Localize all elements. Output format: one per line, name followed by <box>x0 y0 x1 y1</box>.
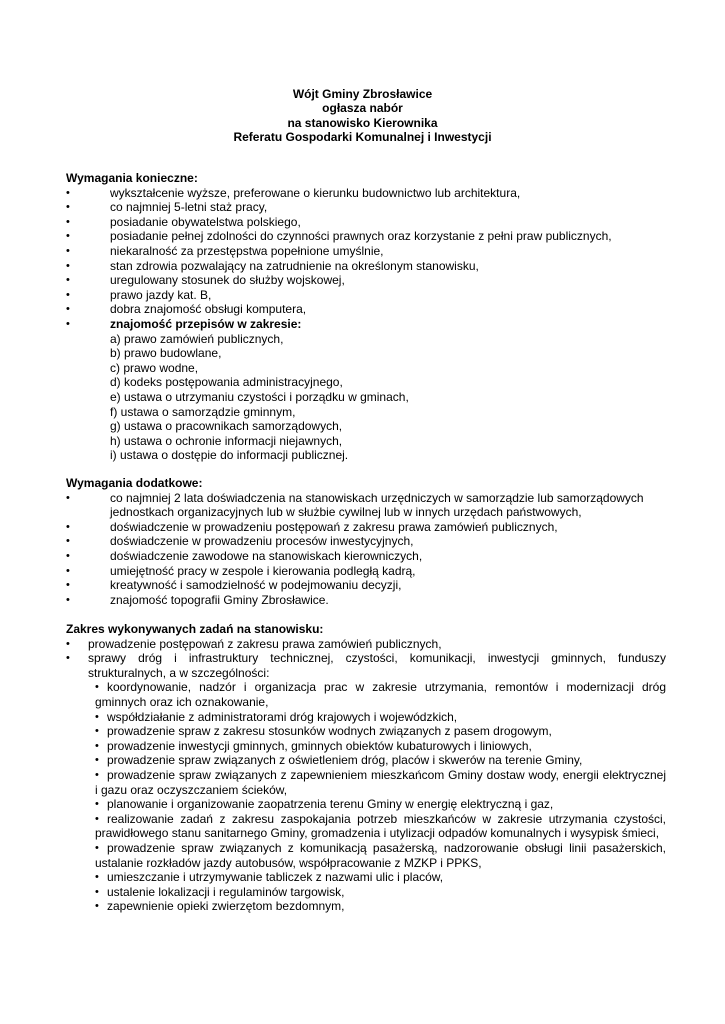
section-title: Wymagania konieczne: <box>66 171 198 185</box>
law-item: g) ustawa o pracownikach samorządowych, <box>110 419 343 434</box>
bullet-icon: • <box>95 871 99 884</box>
header-line-2: ogłasza nabór <box>322 101 403 116</box>
list-item: • planowanie i organizowanie zaopatrzenia terenu Gminy w energię elektryczną i gaz, <box>95 797 554 812</box>
list-item: • prowadzenie spraw związanych z zapewnieniem mieszkańcom Gminy dostaw wody, energii elektrycznej i gazu oraz oczyszczaniem ścieków, <box>95 767 666 797</box>
law-item: f) ustawa o samorządzie gminnym, <box>110 404 296 419</box>
bullet-icon: • <box>66 288 70 301</box>
bullet-icon: • <box>66 274 70 287</box>
list-item: • wykształcenie wyższe, preferowane o kierunku budownictwo lub architektura, <box>66 185 521 200</box>
law-item: b) prawo budowlane, <box>110 346 222 361</box>
bullet-icon: • <box>66 303 70 316</box>
list-item: • prowadzenie spraw związanych z oświetleniem dróg, placów i skwerów na terenie Gminy, <box>95 753 583 768</box>
bullet-icon: • <box>95 710 99 723</box>
bullet-icon: • <box>95 725 99 738</box>
bullet-icon: • <box>95 812 99 825</box>
bullet-icon: • <box>95 739 99 752</box>
section-title: Zakres wykonywanych zadań na stanowisku: <box>66 622 324 636</box>
bullet-icon: • <box>66 215 70 228</box>
section-additional <box>66 476 666 607</box>
list-item: • stan zdrowia pozwalający na zatrudnienie na określonym stanowisku, <box>66 258 479 273</box>
list-item: • realizowanie zadań z zakresu zaspokajania potrzeb mieszkańców w zakresie utrzymania czystości, prawidłowego stanu sanitarnego Gminy, gromadzenia i utylizacji odpadów komunalnych i wysypisk śmieci, <box>95 811 666 841</box>
law-item: e) ustawa o utrzymaniu czystości i porządku w gminach, <box>110 389 409 404</box>
bullet-icon: • <box>66 637 70 650</box>
additional-list <box>66 491 666 608</box>
required-list <box>66 186 666 332</box>
list-item: • koordynowanie, nadzór i organizacja prac w zakresie utrzymania, remontów i modernizacji dróg gminnych oraz ich oznakowanie, <box>95 680 666 709</box>
bullet-icon: • <box>95 841 99 854</box>
list-item: • doświadczenie w prowadzeniu postępowań z zakresu prawa zamówień publicznych, <box>66 519 558 534</box>
list-item: • sprawy dróg i infrastruktury technicznej, czystości, komunikacji, inwestycji gminnych, funduszy strukturalnych, a w szczególności: <box>66 651 666 680</box>
list-item: • prawo jazdy kat. B, <box>66 287 212 302</box>
bullet-icon: • <box>66 549 70 562</box>
list-item: • umieszczanie i utrzymywanie tabliczek z nazwami ulic i placów, <box>95 870 444 885</box>
list-item: • prowadzenie inwestycji gminnych, gminnych obiektów kubaturowych i liniowych, <box>95 738 532 753</box>
list-item: • doświadczenie w prowadzeniu procesów inwestycyjnych, <box>66 534 414 549</box>
list-item: • kreatywność i samodzielność w podejmowaniu decyzji, <box>66 578 402 593</box>
section-required <box>66 171 666 463</box>
bullet-icon: • <box>95 754 99 767</box>
law-item: i) ustawa o dostępie do informacji publicznej. <box>110 448 349 463</box>
bullet-icon: • <box>95 681 99 694</box>
bullet-icon: • <box>66 201 70 214</box>
list-item: • uregulowany stosunek do służby wojskowej, <box>66 273 345 288</box>
list-item: • znajomość topografii Gminy Zbrosławice. <box>66 592 329 607</box>
bullet-icon: • <box>95 885 99 898</box>
bullet-icon: • <box>66 230 70 243</box>
law-item: c) prawo wodne, <box>110 360 199 375</box>
list-item: • co najmniej 5-letni staż pracy, <box>66 200 268 215</box>
list-item: • współdziałanie z administratorami dróg krajowych i wojewódzkich, <box>95 709 458 724</box>
list-item: • prowadzenie postępowań z zakresu prawa zamówień publicznych, <box>66 636 442 651</box>
bullet-icon: • <box>66 535 70 548</box>
bullet-icon: • <box>66 491 70 504</box>
bullet-icon: • <box>95 798 99 811</box>
duties-list <box>66 637 666 681</box>
section-duties <box>66 622 666 914</box>
list-item: • umiejętność pracy w zespole i kierowania podległą kadrą, <box>66 563 416 578</box>
list-item: • posiadanie pełnej zdolności do czynności prawnych oraz korzystanie z pełni praw publicznych, <box>66 229 612 244</box>
bullet-icon: • <box>95 900 99 913</box>
list-item: • znajomość przepisów w zakresie: <box>66 316 302 331</box>
law-item: h) ustawa o ochronie informacji niejawnych, <box>110 433 343 448</box>
section-title: Wymagania dodatkowe: <box>66 476 203 490</box>
list-item: • doświadczenie zawodowe na stanowiskach kierowniczych, <box>66 548 423 563</box>
list-item: • niekaralność za przestępstwa popełnione umyślnie, <box>66 243 384 258</box>
bullet-icon: • <box>66 317 70 330</box>
list-item: • dobra znajomość obsługi komputera, <box>66 302 307 317</box>
header-line-4: Referatu Gospodarki Komunalnej i Inwestycji <box>233 129 492 144</box>
bullet-icon: • <box>66 652 70 665</box>
bullet-icon: • <box>95 768 99 781</box>
duties-sub-list <box>66 680 666 914</box>
header-line-3: na stanowisko Kierownika <box>287 115 438 130</box>
law-item: d) kodeks postępowania administracyjnego, <box>110 375 343 390</box>
bullet-icon: • <box>66 259 70 272</box>
list-item: • prowadzenie spraw związanych z komunikacją pasażerską, nadzorowanie obsługi linii pasażerskich, ustalanie rozkładów jazdy autobusów, współpracowanie z MZKP i PPKS, <box>95 840 666 870</box>
bullet-icon: • <box>66 520 70 533</box>
list-item: • posiadanie obywatelstwa polskiego, <box>66 214 301 229</box>
header-line-1: Wójt Gminy Zbrosławice <box>292 87 433 101</box>
bullet-icon: • <box>66 579 70 592</box>
law-item: a) prawo zamówień publicznych, <box>110 331 284 346</box>
list-item: • co najmniej 2 lata doświadczenia na stanowiskach urzędniczych w samorządzie lub samorządowych jednostkach organizacyjnych lub w służbie cywilnej lub w innych urzędach państwowych, <box>66 490 644 520</box>
list-item: • zapewnienie opieki zwierzętom bezdomnym, <box>95 899 345 914</box>
bullet-icon: • <box>66 186 70 199</box>
list-item: • ustalenie lokalizacji i regulaminów targowisk, <box>95 884 345 899</box>
bullet-icon: • <box>66 244 70 257</box>
bullet-icon: • <box>66 593 70 606</box>
bullet-icon: • <box>66 564 70 577</box>
document-header <box>0 87 725 144</box>
list-item: • prowadzenie spraw z zakresu stosunków wodnych związanych z pasem drogowym, <box>95 724 552 739</box>
